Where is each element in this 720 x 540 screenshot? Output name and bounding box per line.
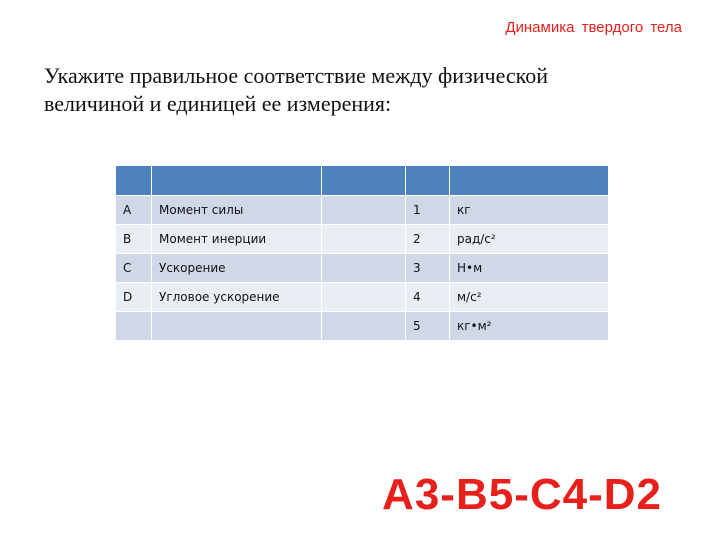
unit-number: 4 xyxy=(406,283,450,312)
unit-name: м/с² xyxy=(450,283,609,312)
table-row xyxy=(116,254,609,283)
header-cell xyxy=(116,166,152,196)
empty-cell xyxy=(322,312,406,341)
unit-number: 3 xyxy=(406,254,450,283)
empty-cell xyxy=(322,254,406,283)
row-letter: C xyxy=(116,254,152,283)
unit-name: Н•м xyxy=(450,254,609,283)
unit-number: 1 xyxy=(406,196,450,225)
question-text: Укажите правильное соответствие между физической величиной и единицей ее измерения: xyxy=(44,63,548,116)
matching-table xyxy=(116,166,609,341)
row-letter: A xyxy=(116,196,152,225)
quantity-name: Ускорение xyxy=(152,254,322,283)
table-row xyxy=(116,225,609,254)
quantity-name xyxy=(152,312,322,341)
empty-cell xyxy=(322,283,406,312)
table-row xyxy=(116,283,609,312)
header-cell xyxy=(152,166,322,196)
quantity-name: Момент инерции xyxy=(152,225,322,254)
header-cell xyxy=(450,166,609,196)
unit-name: кг•м² xyxy=(450,312,609,341)
unit-name: кг xyxy=(450,196,609,225)
row-letter xyxy=(116,312,152,341)
header-cell xyxy=(406,166,450,196)
table-row xyxy=(116,312,609,341)
answer-text: A3-B5-C4-D2 xyxy=(382,470,662,519)
row-letter: D xyxy=(116,283,152,312)
unit-name: рад/с² xyxy=(450,225,609,254)
table-header-row xyxy=(116,166,609,196)
quantity-name: Угловое ускорение xyxy=(152,283,322,312)
table-row xyxy=(116,196,609,225)
quantity-name: Момент силы xyxy=(152,196,322,225)
unit-number: 2 xyxy=(406,225,450,254)
row-letter: B xyxy=(116,225,152,254)
empty-cell xyxy=(322,225,406,254)
header-cell xyxy=(322,166,406,196)
unit-number: 5 xyxy=(406,312,450,341)
slide-topic: Динамика твердого тела xyxy=(505,19,682,36)
empty-cell xyxy=(322,196,406,225)
